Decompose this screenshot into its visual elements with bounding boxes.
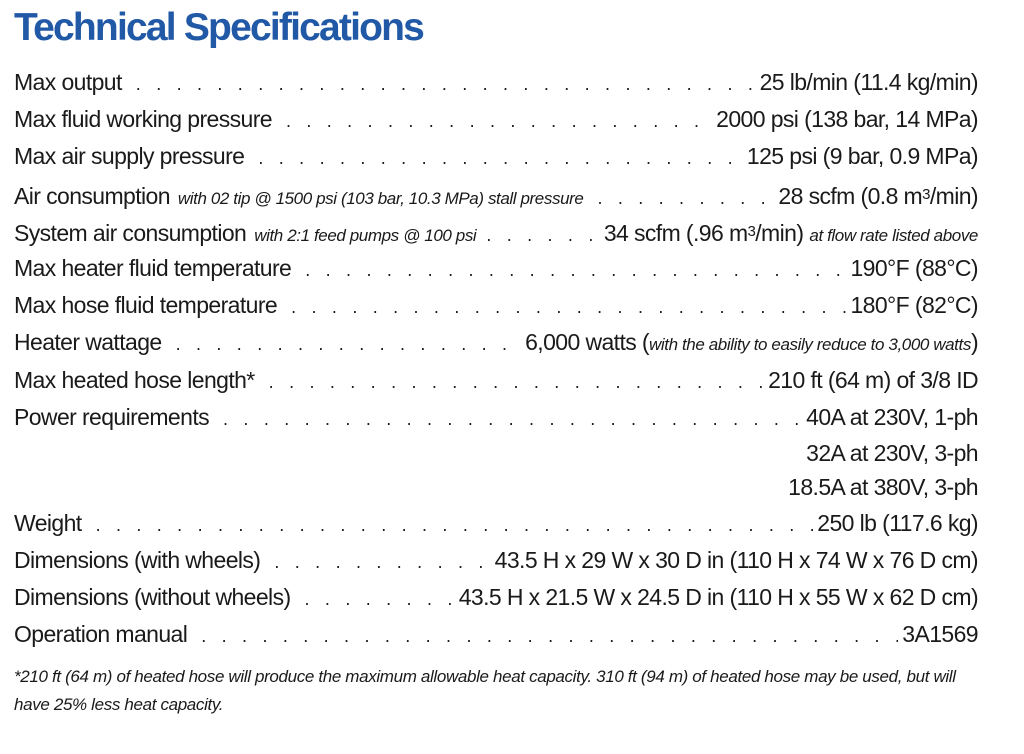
page-title: Technical Specifications [14,6,424,49]
leader-dots [258,140,743,175]
spec-value-note: with the ability to easily reduce to 3,000 watts [649,335,971,355]
footnote: *210 ft (64 m) of heated hose will produce the maximum allowable heat capacity. 310 ft (94 m) of heated hose may be used, but will have 25% less heat capacity. [14,667,956,714]
spec-value: 40A at 230V, 1-ph [806,403,978,430]
spec-value: 190°F (88°C) [850,254,978,281]
spec-value-note: at flow rate listed above [809,225,978,245]
spec-row-dimensions-wheels [14,542,978,579]
spec-row-operation-manual [14,616,978,653]
spec-label: Operation manual [14,621,188,648]
spec-value-unit: /min) [755,219,804,246]
spec-label: Max heater fluid temperature [14,254,292,281]
leader-dots [201,618,898,653]
spec-value [604,213,804,250]
spec-value: 25 lb/min (11.4 kg/min) [759,69,978,95]
spec-value: 125 psi (9 bar, 0.9 MPa) [746,143,978,170]
spec-row-max-hose-length [14,362,978,399]
spec-value-continuation: 18.5A at 380V, 3-ph [788,474,978,501]
spec-row-power-requirements [14,399,978,436]
spec-value-main: 34 scfm (.96 m [603,219,748,246]
spec-label: Dimensions (with wheels) [14,547,261,574]
leader-dots [274,544,490,579]
spec-value: 43.5 H x 29 W x 30 D in (110 H x 74 W x 76 D cm) [494,547,978,574]
spec-row-air-consumption [14,176,978,213]
spec-value: 2000 psi (138 bar, 14 MPa) [716,106,978,133]
spec-list [14,64,978,654]
spec-value-unit: /min) [929,182,978,209]
spec-label: System air consumption [14,219,247,246]
leader-dots [291,289,846,324]
spec-label: Heater wattage [14,329,162,356]
spec-row-max-heater-temp [14,250,978,287]
spec-row-heater-wattage [14,324,978,361]
spec-value: 180°F (82°C) [850,292,978,319]
spec-label: Max fluid working pressure [14,106,272,133]
leader-dots [136,66,756,101]
spec-label: Weight [14,509,82,536]
spec-row-max-air-pressure [14,138,978,175]
spec-row-weight [14,505,978,542]
spec-value [778,176,978,213]
leader-dots [305,252,846,287]
superscript: 3 [747,222,756,240]
spec-value: 210 ft (64 m) of 3/8 ID [768,366,978,393]
spec-label: Power requirements [14,403,210,430]
spec-sheet [14,0,978,754]
spec-value-close: ) [970,329,978,356]
spec-label: Max heated hose length* [14,366,255,393]
spec-value-main: 28 scfm (0.8 m [778,182,923,209]
spec-row-max-output [14,64,978,101]
spec-label: Air consumption [14,182,170,209]
leader-dots [269,364,764,399]
spec-note: with 2:1 feed pumps @ 100 psi [254,225,477,245]
spec-label: Max hose fluid temperature [14,292,278,319]
spec-row-max-fluid-pressure [14,101,978,138]
spec-row-system-air-consumption [14,213,978,250]
spec-value: 43.5 H x 21.5 W x 24.5 D in (110 H x 55 W x 62 D cm) [458,584,978,611]
spec-row-dimensions-no-wheels [14,579,978,616]
leader-dots [486,217,600,250]
spec-label: Max air supply pressure [14,143,245,170]
spec-row-max-hose-temp [14,287,978,324]
leader-dots [286,103,712,138]
spec-label: Dimensions (without wheels) [14,584,291,611]
leader-dots [597,180,774,213]
spec-label: Max output [14,69,122,95]
spec-value: 250 lb (117.6 kg) [817,509,978,536]
superscript: 3 [922,185,930,203]
spec-value-continuation: 32A at 230V, 3-ph [806,439,978,466]
leader-dots [96,507,814,542]
leader-dots [223,401,802,436]
spec-value: 3A1569 [902,621,978,648]
spec-value: 6,000 watts ( [525,329,649,356]
leader-dots [176,326,522,361]
leader-dots [305,581,455,616]
spec-note: with 02 tip @ 1500 psi (103 bar, 10.3 MPa) stall pressure [177,188,584,208]
